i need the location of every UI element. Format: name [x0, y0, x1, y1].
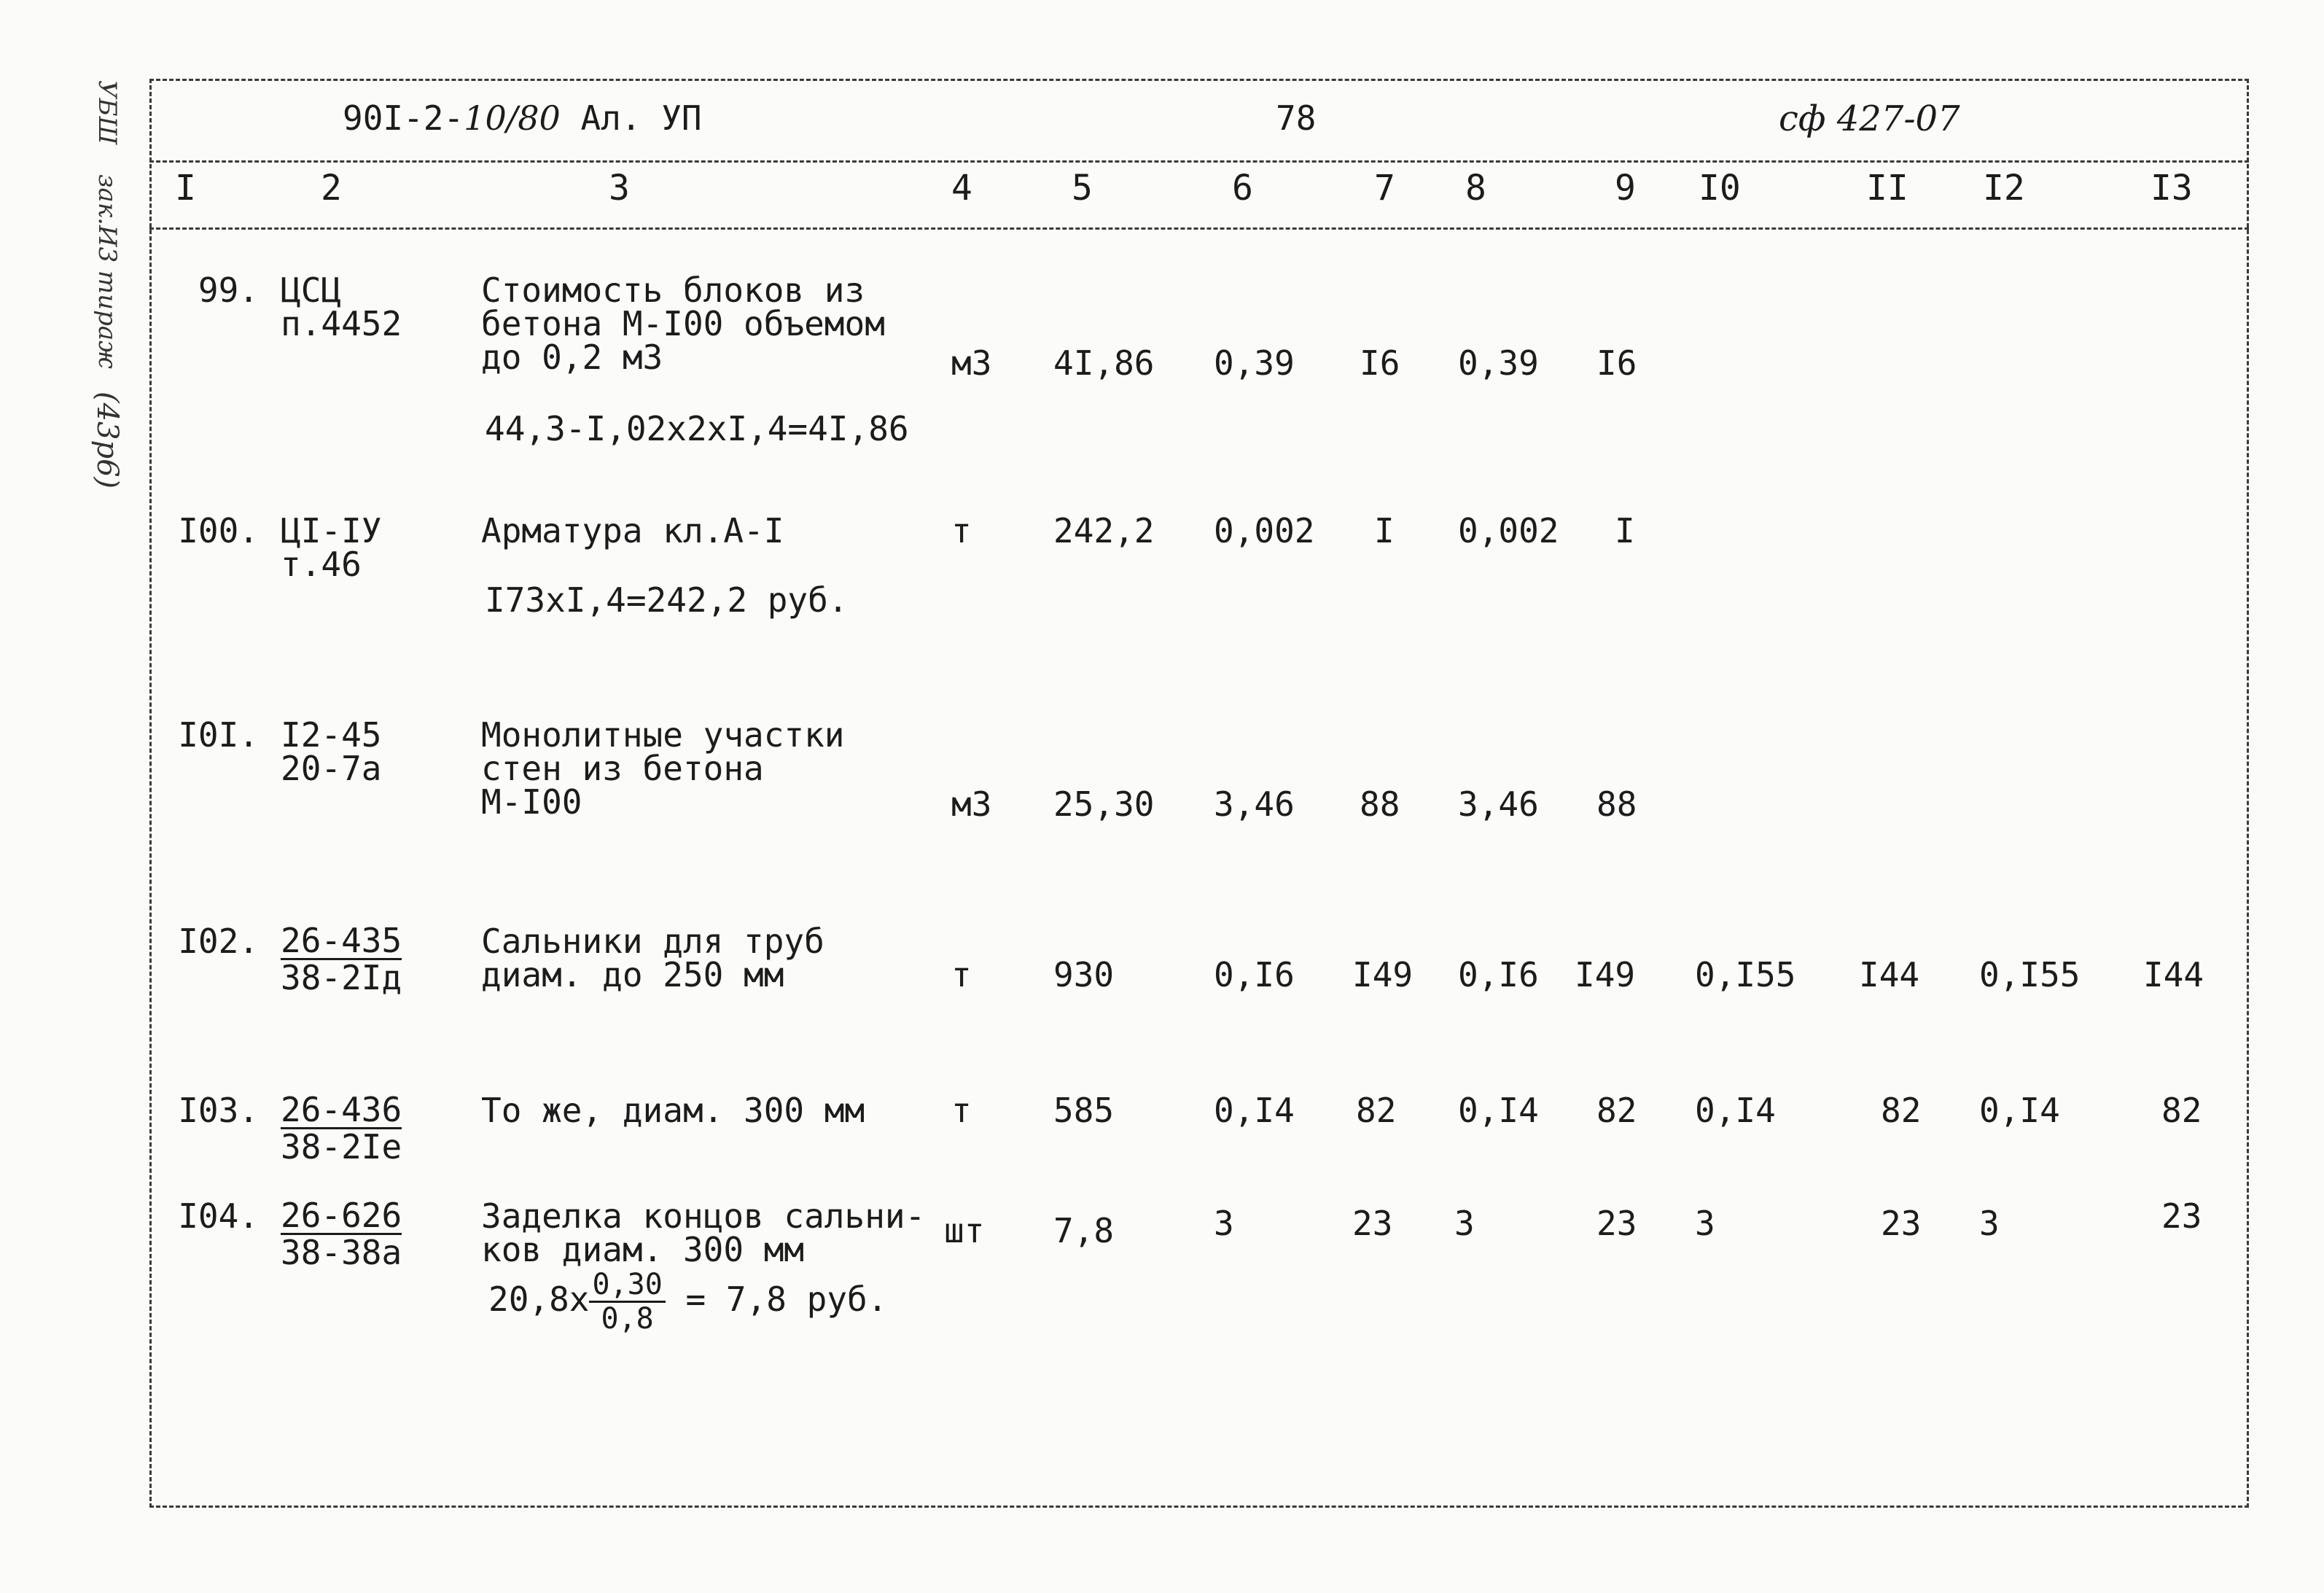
archive-code: сф 427-07	[1779, 98, 1960, 139]
row-col5: 7,8	[1053, 1211, 1115, 1250]
col-11: II	[1866, 168, 1908, 209]
desc-line: Заделка концов сальни-	[481, 1196, 926, 1236]
row-description	[481, 924, 824, 992]
desc-line: Сальники для труб	[481, 922, 824, 961]
row-col6: 3	[1214, 1204, 1234, 1243]
desc-line: То же, диам. 300 мм	[481, 1091, 865, 1130]
row-col6: 3,46	[1214, 784, 1295, 824]
row-col10: 3	[1695, 1204, 1715, 1243]
col-13: I3	[2151, 168, 2193, 209]
column-divider	[149, 227, 2249, 230]
row-description	[481, 511, 784, 550]
row-col8: 3	[1454, 1204, 1475, 1243]
row-col7: I49	[1352, 955, 1413, 994]
row-col9: 23	[1596, 1204, 1637, 1243]
row-col5: 4I,86	[1053, 343, 1155, 383]
code-top: 26-435	[281, 921, 402, 960]
row-col8: 0,I4	[1458, 1091, 1539, 1130]
row-unit: т	[951, 1091, 972, 1130]
row-code	[281, 715, 382, 788]
row-col13: 82	[2161, 1091, 2202, 1130]
row-code	[281, 1090, 402, 1166]
side-stamp-order: зак.И3 тираж	[93, 174, 122, 370]
row-col13: 23	[2161, 1196, 2202, 1236]
row-col9: I49	[1575, 955, 1636, 994]
row-col6: 0,I6	[1214, 955, 1295, 994]
code-top: 26-436	[281, 1090, 402, 1129]
row-col11: I44	[1859, 955, 1920, 994]
row-calculation: 44,3-I,02х2хI,4=4I,86	[485, 409, 909, 448]
code-line: I2-45	[281, 715, 382, 755]
row-col6: 0,I4	[1214, 1091, 1295, 1130]
code-line: т.46	[281, 545, 362, 584]
row-col13: I44	[2143, 955, 2204, 994]
row-col12: 0,I55	[1979, 955, 2081, 994]
calc-frac-denominator: 0,8	[601, 1302, 654, 1336]
desc-line: стен из бетона	[481, 749, 764, 788]
row-unit: шт	[944, 1211, 985, 1250]
col-8: 8	[1465, 168, 1486, 209]
code-line: ЦСЦ	[281, 270, 342, 310]
col-4: 4	[951, 168, 972, 209]
row-col5: 242,2	[1053, 511, 1155, 550]
row-col12: 0,I4	[1979, 1091, 2060, 1130]
code-line: ЦI-IУ	[281, 511, 382, 550]
calc-suffix: = 7,8 руб.	[665, 1280, 888, 1319]
page-number: 78	[1276, 98, 1317, 138]
code-bottom: 38-38а	[281, 1233, 402, 1272]
col-2: 2	[321, 168, 342, 209]
row-code	[281, 1196, 402, 1272]
row-description	[481, 270, 885, 377]
doc-code-suffix: Ал. УП	[560, 98, 702, 138]
row-col12: 3	[1979, 1204, 2000, 1243]
code-line: 20-7а	[281, 749, 382, 788]
row-code	[281, 921, 402, 997]
side-stamp-code: (43р6)	[90, 391, 124, 488]
row-col7: I	[1374, 511, 1395, 550]
row-col8: 3,46	[1458, 784, 1539, 824]
doc-code	[343, 98, 702, 138]
row-col6: 0,39	[1214, 343, 1295, 383]
row-number: I03.	[178, 1091, 259, 1130]
row-description	[481, 715, 845, 822]
row-number: I02.	[178, 922, 259, 961]
header-divider	[149, 160, 2249, 163]
col-10: I0	[1699, 168, 1741, 209]
row-col9: 88	[1596, 784, 1637, 824]
row-col9: I6	[1596, 343, 1637, 383]
row-col9: 82	[1596, 1091, 1637, 1130]
row-col10: 0,I55	[1695, 955, 1796, 994]
row-col11: 82	[1881, 1091, 1922, 1130]
col-7: 7	[1374, 168, 1395, 209]
row-col7: I6	[1360, 343, 1400, 383]
desc-line: до 0,2 м3	[481, 338, 663, 377]
table-frame	[149, 79, 2249, 1508]
doc-code-hand: 10/80	[464, 98, 561, 138]
side-stamp	[51, 80, 124, 663]
row-number: I00.	[178, 511, 259, 550]
desc-line: бетона М-I00 объемом	[481, 304, 885, 343]
row-unit: т	[951, 511, 972, 550]
row-number: 99.	[198, 270, 259, 310]
calc-fraction	[589, 1269, 665, 1335]
row-number: I04.	[178, 1196, 259, 1236]
row-col5: 25,30	[1053, 784, 1155, 824]
calc-prefix: 20,8х	[488, 1280, 590, 1319]
col-12: I2	[1983, 168, 2025, 209]
row-unit: т	[951, 955, 972, 994]
desc-line: Арматура кл.А-I	[481, 511, 784, 550]
col-1: I	[175, 168, 196, 209]
row-code	[281, 270, 402, 343]
desc-line: диам. до 250 мм	[481, 955, 784, 994]
row-description	[481, 1091, 865, 1130]
row-col11: 23	[1881, 1204, 1922, 1243]
row-col7: 82	[1356, 1091, 1397, 1130]
row-col9: I	[1615, 511, 1635, 550]
row-description	[481, 1196, 926, 1269]
row-code	[281, 511, 382, 584]
row-col8: 0,I6	[1458, 955, 1539, 994]
col-9: 9	[1615, 168, 1636, 209]
row-col10: 0,I4	[1695, 1091, 1776, 1130]
desc-line: ков диам. 300 мм	[481, 1230, 805, 1269]
row-col7: 23	[1352, 1204, 1393, 1243]
row-col5: 930	[1053, 955, 1115, 994]
calc-frac-numerator: 0,30	[589, 1269, 665, 1303]
row-number: I0I.	[178, 715, 259, 755]
code-bottom: 38-2Iд	[281, 958, 402, 997]
doc-code-prefix: 90I-2-	[343, 98, 464, 138]
row-unit: м3	[951, 784, 992, 824]
row-col8: 0,002	[1458, 511, 1559, 550]
col-6: 6	[1232, 168, 1253, 209]
row-col7: 88	[1360, 784, 1400, 824]
code-bottom: 38-2Iе	[281, 1127, 402, 1166]
row-col8: 0,39	[1458, 343, 1539, 383]
code-line: п.4452	[281, 304, 402, 343]
row-col5: 585	[1053, 1091, 1115, 1130]
row-col6: 0,002	[1214, 511, 1315, 550]
row-calculation	[488, 1269, 887, 1335]
col-3: 3	[609, 168, 630, 209]
row-unit: м3	[951, 343, 992, 383]
desc-line: Монолитные участки	[481, 715, 845, 755]
row-calculation: I73хI,4=242,2 руб.	[485, 580, 849, 620]
code-top: 26-626	[281, 1196, 402, 1235]
desc-line: Стоимость блоков из	[481, 270, 865, 310]
col-5: 5	[1072, 168, 1093, 209]
desc-line: М-I00	[481, 782, 582, 822]
side-stamp-org: УБШ	[93, 80, 122, 145]
